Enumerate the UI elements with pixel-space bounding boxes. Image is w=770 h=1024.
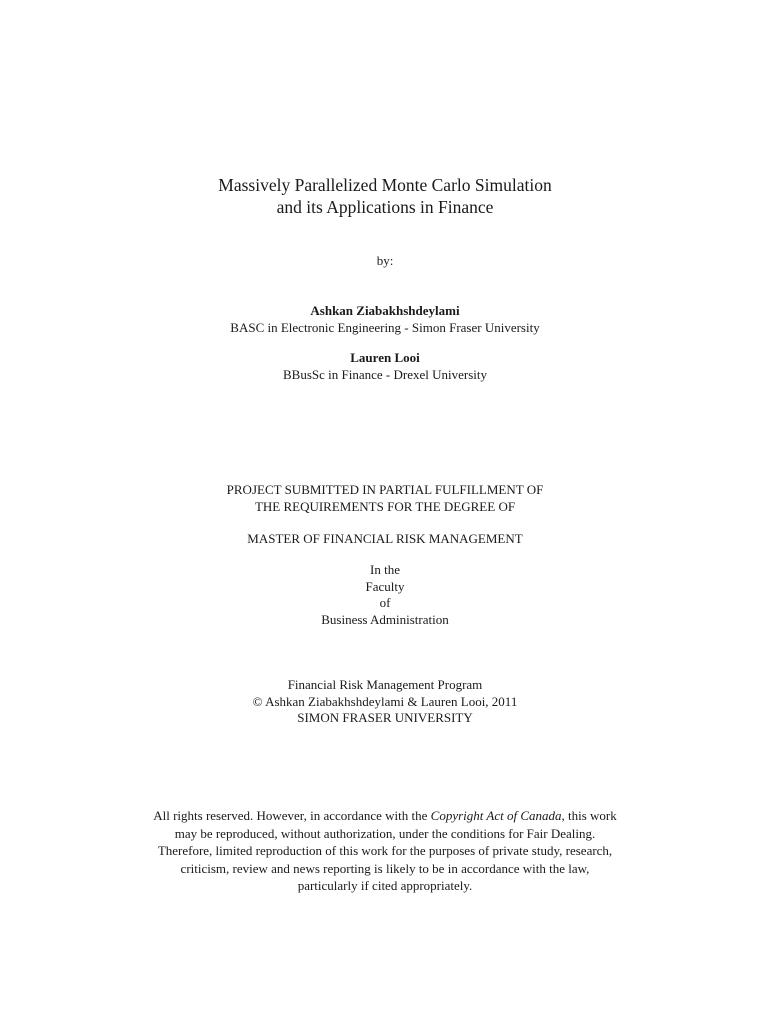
faculty-line-4: Business Administration [321, 611, 449, 627]
program-info [0, 677, 770, 727]
copyright-notice: © Ashkan Ziabakhshdeylami & Lauren Looi, 2011 [252, 693, 518, 709]
submission-line-2: THE REQUIREMENTS FOR THE DEGREE OF [254, 499, 516, 514]
rights-line-1 [0, 807, 770, 825]
rights-line-2: may be reproduced, without authorization, under the conditions for Fair Dealing. [174, 825, 596, 841]
rights-line-5: particularly if cited appropriately. [297, 878, 473, 893]
rights-text: All rights reserved. However, in accordance with the [153, 808, 431, 823]
act-title: Copyright Act of Canada [430, 808, 562, 823]
rights-notice [0, 807, 770, 895]
degree-name: MASTER OF FINANCIAL RISK MANAGEMENT [247, 531, 523, 546]
faculty-statement [0, 562, 770, 628]
faculty-line-1: In the [370, 562, 400, 577]
submission-statement [0, 481, 770, 515]
author-block-1 [0, 302, 770, 336]
program-name: Financial Risk Management Program [287, 677, 483, 692]
rights-text: , this work [561, 808, 617, 823]
by-label: by: [376, 253, 394, 268]
university-name: SIMON FRASER UNIVERSITY [297, 710, 473, 725]
rights-line-3: Therefore, limited reproduction of this work for the purposes of private study, research, [157, 843, 613, 858]
submission-line-1: PROJECT SUBMITTED IN PARTIAL FULFILLMENT OF [226, 482, 544, 497]
author-degree: BBusSc in Finance - Drexel University [283, 367, 487, 382]
document-title [0, 174, 770, 218]
author-name: Lauren Looi [350, 350, 420, 365]
faculty-line-2: Faculty [365, 578, 405, 594]
faculty-line-3: of [379, 595, 391, 610]
author-block-2 [0, 349, 770, 383]
author-degree: BASC in Electronic Engineering - Simon Fraser University [230, 320, 540, 335]
title-line-2: and its Applications in Finance [276, 197, 494, 217]
rights-line-4: criticism, review and news reporting is likely to be in accordance with the law, [180, 860, 590, 876]
author-name: Ashkan Ziabakhshdeylami [310, 303, 460, 318]
title-line-1: Massively Parallelized Monte Carlo Simulation [218, 175, 552, 195]
